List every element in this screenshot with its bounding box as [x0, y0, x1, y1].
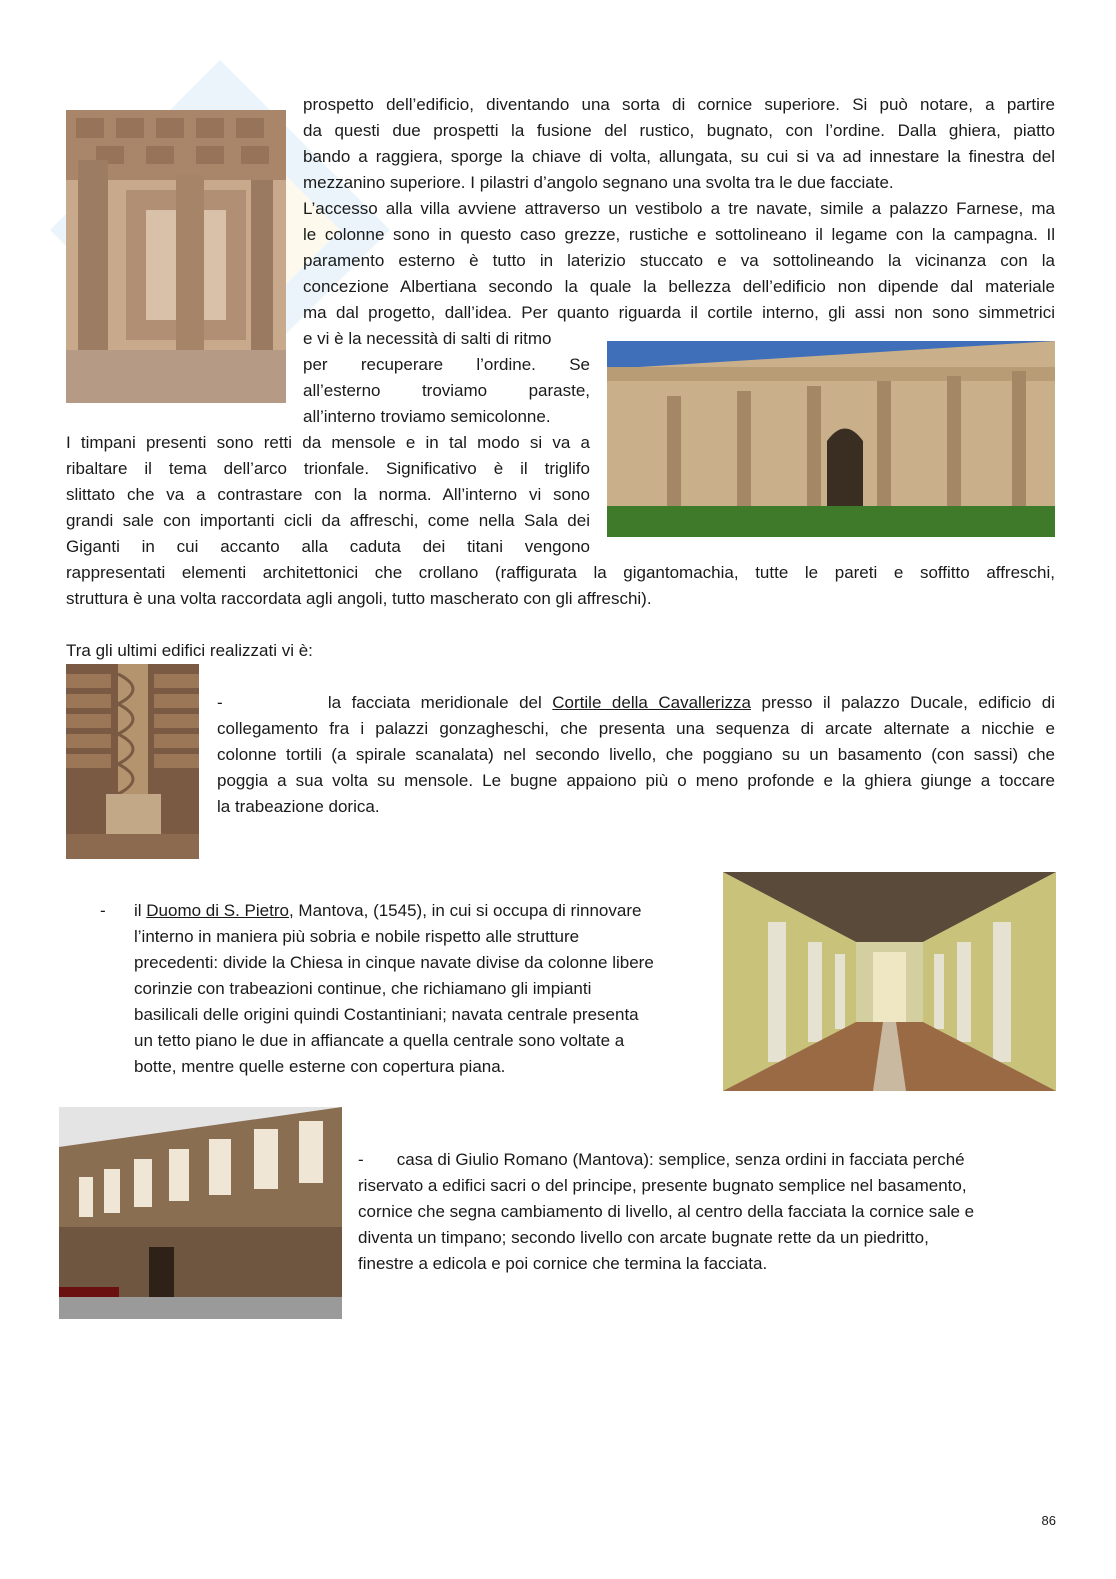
text-line: le colonne sono in questo caso grezze, rustiche e sottolineano il legame con la campagna. Il [303, 225, 1055, 244]
text-line: finestre a edicola e poi cornice che termina la facciata. [358, 1254, 768, 1273]
bullet: - [100, 901, 106, 920]
text-line: L’accesso alla villa avviene attraverso un vestibolo a tre navate, simile a palazzo Farnese, ma [303, 199, 1055, 218]
text-line: l’interno in maniera più sobria e nobile rispetto alle strutture [134, 927, 580, 946]
text-line: colonne tortili (a spirale scanalata) nel secondo livello, che poggiano su un basamento (con sassi) che [217, 745, 1055, 764]
text-segment: casa di Giulio Romano (Mantova): semplice, senza ordini in facciata perché [396, 1150, 965, 1169]
text-line: all’esterno troviamo paraste, [303, 381, 590, 400]
text-line: collegamento fra i palazzi gonzagheschi, che presenta una sequenza di arcate alternate a nicchie e [217, 719, 1055, 738]
bullet: - [217, 693, 223, 712]
text-line: ribaltare il tema dell’arco trionfale. Significativo è il triglifo [66, 459, 590, 478]
text-line: per recuperare l’ordine. Se [303, 355, 590, 374]
text-line: struttura è una volta raccordata agli angoli, tutto mascherato con gli affreschi). [66, 589, 652, 608]
text-line: riservato a edifici sacri o del principe, presente bugnato semplice nel basamento, [358, 1176, 967, 1195]
text-line: rappresentati elementi architettonici che crollano (raffigurata la gigantomachia, tutte le pareti e soffitto affreschi, [66, 563, 1055, 582]
text-line: corinzie con trabeazioni continue, che richiamano gli impianti [134, 979, 592, 998]
text-line: da questi due prospetti la fusione del rustico, bugnato, con l’ordine. Dalla ghiera, piatto [303, 121, 1055, 140]
intro-paragraph [303, 92, 1055, 326]
text-line: concezione Albertiana secondo la quale la bellezza dell’edificio non dipende dal materiale [303, 277, 1055, 296]
text-segment: la facciata meridionale del [327, 693, 553, 712]
text-line: paramento esterno è tutto in laterizio stuccato e va sottolineando la vicinanza con la [303, 251, 1055, 270]
text-line: bando a raggiera, sporge la chiave di volta, allungata, su cui si va ad innestare la finestra del [303, 147, 1055, 166]
casa-giulio-romano-photo [59, 1107, 342, 1319]
list-intro [66, 638, 666, 664]
cavallerizza-photo [66, 664, 199, 859]
text-line [217, 690, 1055, 716]
text-line: la trabeazione dorica. [217, 797, 380, 816]
text-line: grandi sale con importanti cicli da affreschi, come nella Sala dei [66, 511, 590, 530]
text-segment: presso il palazzo Ducale, edificio di [750, 693, 1056, 712]
text-line: all’interno troviamo semicolonne. [303, 407, 551, 426]
text-line [358, 1147, 1038, 1173]
list-intro-text: Tra gli ultimi edifici realizzati vi è: [66, 641, 313, 660]
list-item-casa [358, 1147, 1038, 1277]
courtyard-paragraph [303, 326, 590, 430]
text-line: I timpani presenti sono retti da mensole e in tal modo si va a [66, 433, 590, 452]
text-line: ma dal progetto, dall’idea. Per quanto riguarda il cortile interno, gli assi non sono simmetrici [303, 303, 1055, 322]
text-line: botte, mentre quelle esterne con copertura piana. [134, 1057, 506, 1076]
duomo-link[interactable]: Duomo di S. Pietro [146, 901, 289, 920]
text-line: mezzanino superiore. I pilastri d’angolo segnano una svolta tra le due facciate. [303, 173, 894, 192]
text-line: basilicali delle origini quindi Costantiniani; navata centrale presenta [134, 1005, 639, 1024]
text-line: slittato che va a contrastare con la norma. All’interno vi sono [66, 485, 590, 504]
duomo-photo [723, 872, 1056, 1091]
text-segment: , Mantova, (1545), in cui si occupa di rinnovare [288, 901, 642, 920]
text-line: un tetto piano le due in affiancate a quella centrale sono voltate a [134, 1031, 625, 1050]
text-line: prospetto dell’edificio, diventando una sorta di cornice superiore. Si può notare, a partire [303, 95, 1055, 114]
text-line: diventa un timpano; secondo livello con arcate bugnate rette da un piedritto, [358, 1228, 929, 1247]
text-line: poggia a sua volta su mensole. Le bugne appaiono più o meno profonde e la ghiera giunge a toccare [217, 771, 1055, 790]
vestibule-photo [66, 110, 286, 403]
list-item-cavallerizza [217, 690, 1055, 820]
text-segment: il [134, 901, 147, 920]
courtyard-photo [607, 341, 1055, 537]
list-item-duomo [134, 898, 709, 1080]
text-line: precedenti: divide la Chiesa in cinque navate divise da colonne libere [134, 953, 654, 972]
cavallerizza-link[interactable]: Cortile della Cavallerizza [552, 693, 751, 712]
text-line [134, 898, 709, 924]
text-line: Giganti in cui accanto alla caduta dei titani vengono [66, 537, 590, 556]
timpani-paragraph [66, 430, 590, 560]
giganti-paragraph [66, 560, 1055, 612]
text-line: e vi è la necessità di salti di ritmo [303, 329, 552, 348]
page-number: 86 [1041, 1513, 1056, 1528]
bullet: - [358, 1150, 364, 1169]
text-line: cornice che segna cambiamento di livello, al centro della facciata la cornice sale e [358, 1202, 975, 1221]
